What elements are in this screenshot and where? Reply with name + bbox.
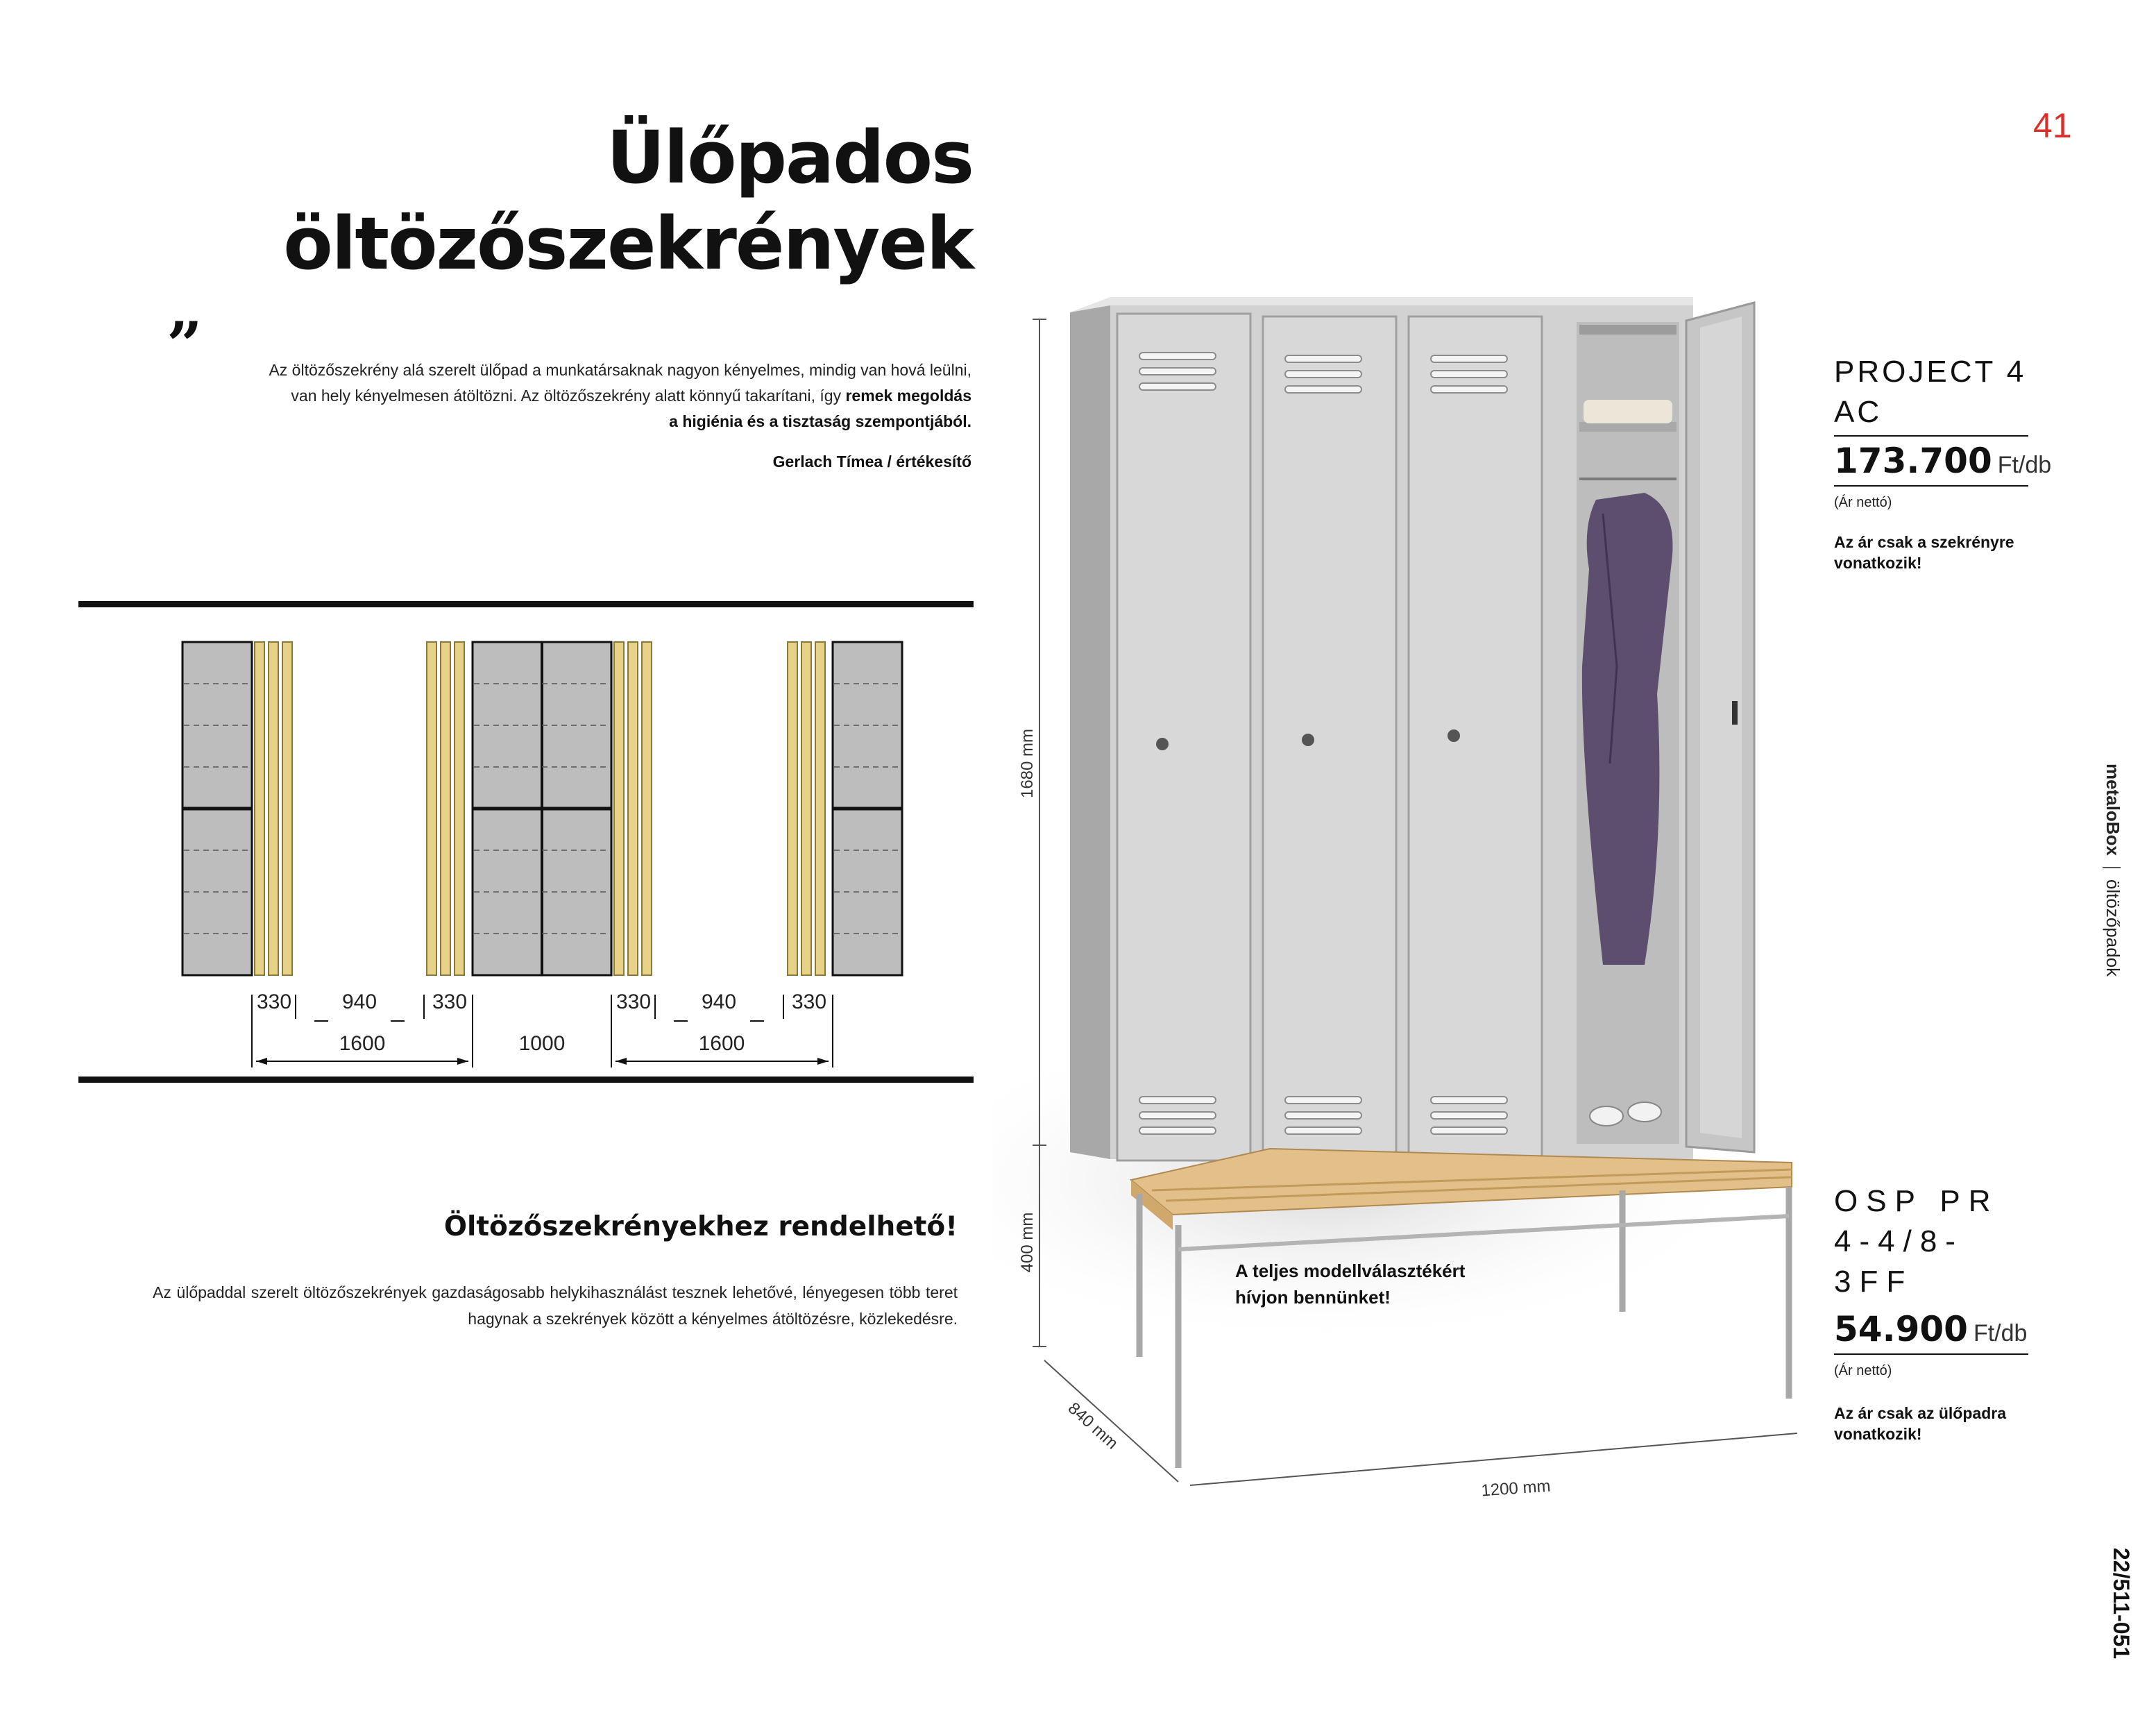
bench-slats-center-left [427, 642, 464, 975]
layout-diagram [78, 620, 974, 1085]
dim-label: 1600 [698, 1032, 745, 1055]
bench-slats-left [255, 642, 292, 975]
dim-label: 940 [701, 990, 737, 1013]
price-unit: Ft/db [1997, 452, 2052, 478]
quote-line2-emphasis: remek megoldás [845, 387, 971, 405]
side-brand-tab [2103, 763, 2137, 986]
quote-line1: Az öltözőszekrény alá szerelt ülőpad a munkatársaknak nagyon kényelmes, mindig van hová leülni, [269, 361, 971, 379]
accessory-description: Az ülőpaddal szerelt öltözőszekrények gazdaságosabb helykihasználást tesznek lehetővé, lényegesen több teret hagynak a szekrények között a kényelmes átöltözésre, közlekedésre. [153, 1283, 958, 1328]
dim-label: 1600 [339, 1032, 386, 1055]
net-price-note: (Ár nettó) [1834, 495, 1892, 510]
quote-line2-text: van hely kényelmesen átöltözni. Az öltözőszekrény alatt könnyű takarítani, így [291, 387, 846, 405]
dim-label: 330 [256, 990, 292, 1013]
dim-label: 330 [616, 990, 652, 1013]
quote-line3 [173, 409, 971, 434]
product-price-locker [1834, 352, 2052, 573]
price-scope-note: Az ár csak az ülőpadra vonatkozik! [1834, 1404, 2006, 1443]
price-unit: Ft/db [1973, 1320, 2028, 1347]
catalog-code: 22/511-051 [2109, 1548, 2134, 1660]
accessory-heading: Öltözőszekrényekhez rendelhető! [443, 1211, 958, 1242]
page-number: 41 [2033, 106, 2072, 145]
locker-group-center [473, 642, 611, 975]
price-scope-note: Az ár csak a szekrényre vonatkozik! [1834, 533, 2014, 572]
page-title-line1: Ülőpados [606, 115, 973, 200]
quote-author: Gerlach Tímea / értékesítő [772, 453, 971, 471]
bench-slats-right [788, 642, 825, 975]
model-range-callout [1235, 1258, 1465, 1310]
open-compartment [1577, 322, 1679, 1144]
dim-label: 330 [791, 990, 827, 1013]
net-price-note: (Ár nettó) [1834, 1363, 1892, 1378]
dimension-labels-top [257, 990, 826, 1013]
dimension-width: 1200 mm [1480, 1476, 1552, 1501]
divider-top [78, 601, 974, 607]
dimension-depth: 840 mm [1064, 1399, 1122, 1453]
bench-slats-center-right [614, 642, 652, 975]
dim-label: 1000 [518, 1032, 566, 1055]
callout-line2: hívjon bennünket! [1235, 1287, 1391, 1308]
quote-line3-emphasis: a higiénia és a tisztaság szempontjából. [669, 412, 971, 430]
price-line [1834, 1305, 2028, 1355]
price-value: 54.900 [1834, 1309, 1968, 1349]
price-line [1834, 435, 2052, 487]
open-locker-door [1686, 303, 1754, 1152]
dimension-labels-bottom [339, 1032, 745, 1055]
page-title-line2: öltözőszekrények [283, 201, 973, 286]
product-price-bench [1834, 1181, 2028, 1444]
locker-door [1117, 314, 1542, 1163]
quote-mark: ” [167, 308, 203, 382]
locker-cabinet [1070, 297, 1754, 1163]
side-brand-text [2102, 763, 2123, 977]
product-code-line2: 4-4/8-3FF [1834, 1224, 1964, 1299]
locker-group-right [833, 642, 902, 975]
dimension-lines [252, 995, 833, 1067]
page-title [283, 115, 973, 287]
product-code: PROJECT 4 AC [1834, 355, 2027, 429]
dim-label: 330 [432, 990, 468, 1013]
brand-separator [2103, 867, 2121, 868]
locker-group-left [183, 642, 252, 975]
quote-line2 [173, 383, 971, 409]
callout-line1: A teljes modellválasztékért [1235, 1260, 1466, 1281]
product-code: OSP PR [1834, 1184, 1999, 1218]
testimonial-quote [173, 357, 971, 434]
dim-label: 940 [341, 990, 377, 1013]
locker-product-illustration [992, 278, 1846, 1527]
dimension-height-upper: 1680 mm [1018, 728, 1037, 799]
price-value: 173.700 [1834, 441, 1992, 481]
brand-name: metaloBox [2103, 763, 2123, 856]
section-name: öltözőpadok [2103, 879, 2123, 977]
dimension-height-lower: 400 mm [1018, 1212, 1037, 1273]
